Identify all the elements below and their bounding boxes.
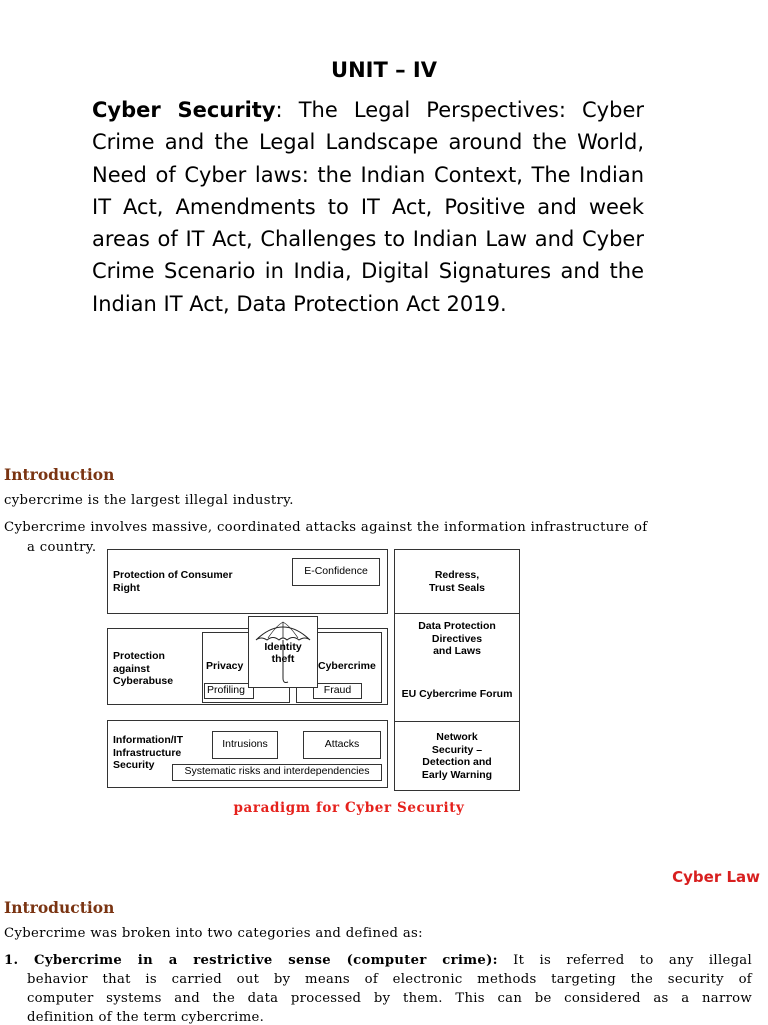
diagram-caption: paradigm for Cyber Security — [233, 800, 465, 816]
unit-title: UNIT – IV — [331, 58, 437, 82]
section2-point-1-line2: behavior that is carried out by means of electronic methods targeting the security of — [27, 972, 752, 987]
section2-bullet-1 — [4, 926, 423, 941]
section2-point-1-line1 — [4, 953, 752, 968]
systematic-risks-label: Systematic risks and interdependencies — [184, 765, 370, 777]
section1-bullet-1 — [4, 493, 294, 508]
fraud-label: Fraud — [323, 684, 352, 696]
infrastructure-security-label: Information/IT Infrastructure Security — [113, 734, 183, 771]
privacy-label: Privacy — [206, 660, 244, 672]
identity-theft-label: Identity theft — [264, 641, 302, 665]
attacks-label: Attacks — [324, 738, 360, 750]
cyber-security-paradigm-diagram — [106, 548, 521, 791]
network-security-label: Network Security – Detection and Early Warning — [421, 731, 493, 781]
syllabus-text: : The Legal Perspectives: Cyber Crime and the Legal Landscape around the World, Need of Cyber laws: the Indian Context, The Indian IT Act, Amendments to IT Act, Positive and week areas of IT Act, Challenges to Indian Law and Cyber Crime Scenario in India, Digital Signatures and the Indian IT Act, Data Protection Act 2019. — [92, 98, 644, 316]
data-protection-label: Data Protection Directives and Laws — [418, 620, 496, 657]
section1-bullet-2 — [4, 520, 647, 535]
redress-label: Redress, Trust Seals — [428, 569, 486, 594]
cyberabuse-label: Protection against Cyberabuse — [113, 650, 174, 687]
section2-heading — [4, 898, 114, 917]
syllabus-paragraph — [92, 94, 644, 320]
divider — [394, 721, 520, 722]
section1-bullet-2-line2: a country. — [27, 540, 97, 555]
cybercrime-label: Cybercrime — [318, 660, 376, 672]
section2-point-1-line4: definition of the term cybercrime. — [27, 1010, 265, 1025]
e-confidence-label: E-Confidence — [304, 565, 368, 577]
section1-heading — [4, 465, 114, 484]
consumer-protection-label: Protection of Consumer Right — [113, 569, 233, 594]
cyber-law-label: Cyber Law — [672, 868, 760, 886]
section1-heading-text: Introduction — [4, 465, 115, 484]
intrusions-label: Intrusions — [222, 738, 268, 750]
profiling-label: Profiling — [207, 684, 245, 696]
section1-bullet-2-line1: Cybercrime involves massive, coordinated attacks against the information infrastructure of — [4, 520, 648, 535]
syllabus-lead-bold: Cyber Security — [92, 98, 276, 122]
section1-bullet-1-text: cybercrime is the largest illegal industry. — [4, 493, 294, 508]
divider — [394, 613, 520, 614]
eu-forum-label: EU Cybercrime Forum — [401, 688, 513, 700]
section2-point-1-line3: computer systems and the data processed by them. This can be considered as a narrow — [27, 991, 752, 1006]
section2-bullet-1-text: Cybercrime was broken into two categories and defined as: — [4, 926, 423, 941]
point-1-line1-text: It is referred to any illegal — [497, 953, 752, 968]
section2-heading-text: Introduction — [4, 898, 115, 917]
point-1-title: 1. Cybercrime in a restrictive sense (computer crime): — [4, 953, 498, 968]
